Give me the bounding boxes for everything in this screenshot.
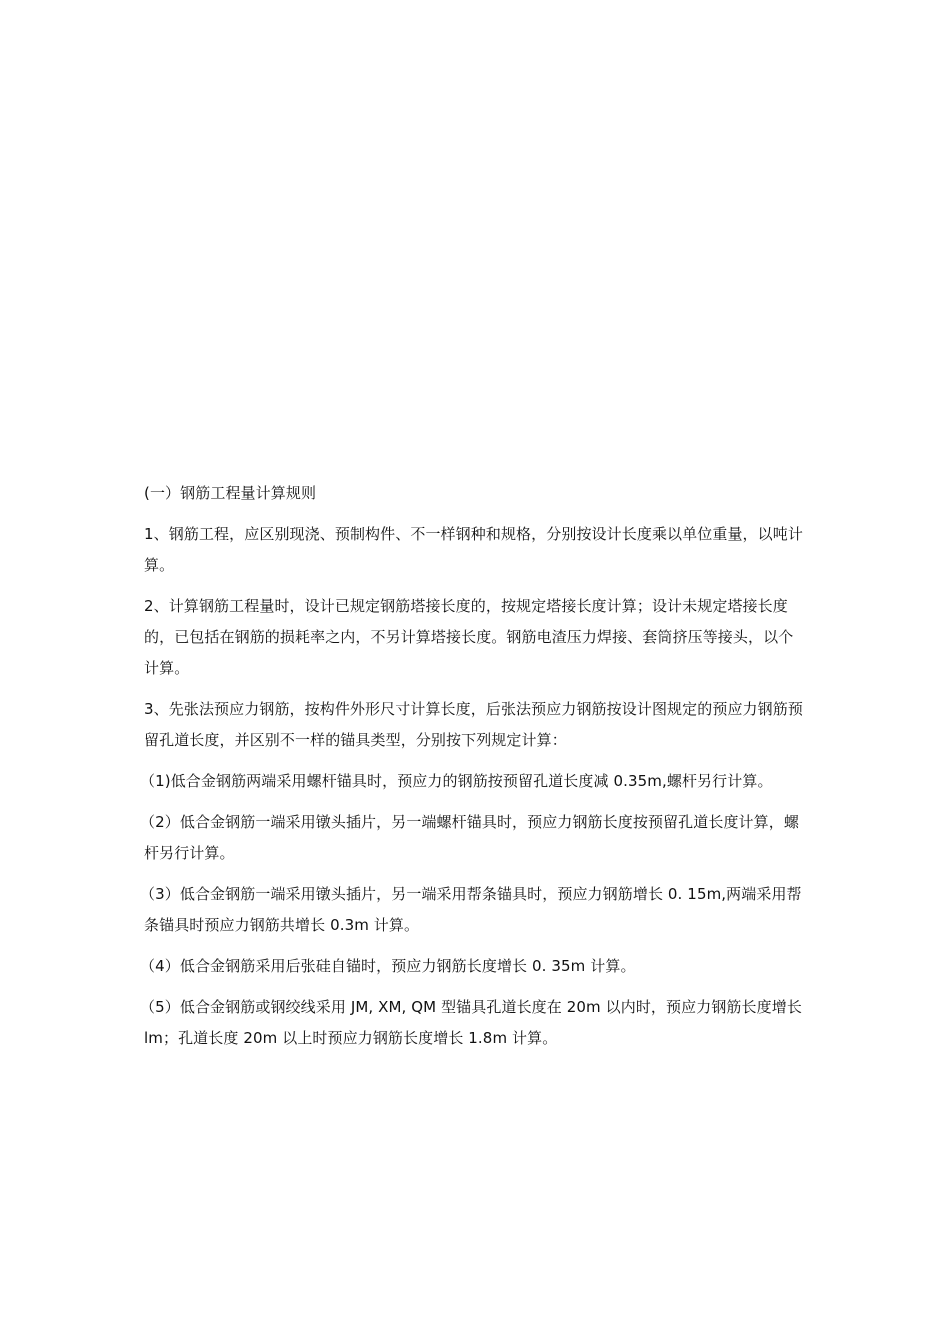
paragraph-rule-1: 1、钢筋工程，应区别现浇、预制构件、不一样钢种和规格，分别按设计长度乘以单位重量，以吨计算。 [144,525,803,574]
paragraph-rule-2: 2、计算钢筋工程量时，设计已规定钢筋塔接长度的，按规定塔接长度计算；设计未规定塔接长度的，已包括在钢筋的损耗率之内，不另计算塔接长度。钢筋电渣压力焊接、套筒挤压等接头，以个计算。 [144,597,794,677]
paragraph-subrule-2: （2）低合金钢筋一端采用镦头插片，另一端螺杆锚具时，预应力钢筋长度按预留孔道长度计算，螺杆另行计算。 [140,813,799,862]
paragraph-subrule-3: （3）低合金钢筋一端采用镦头插片，另一端采用帮条锚具时，预应力钢筋增长 0. 15m,两端采用帮条锚具时预应力钢筋共增长 0.3m 计算。 [140,885,802,934]
paragraph-subrule-1: （1)低合金钢筋两端采用螺杆锚具时，预应力的钢筋按预留孔道长度减 0.35m,螺杆另行计算。 [140,772,773,790]
section-heading: (一）钢筋工程量计算规则 [144,484,317,502]
paragraph-subrule-4: （4）低合金钢筋采用后张硅自锚时，预应力钢筋长度增长 0. 35m 计算。 [140,957,636,975]
paragraph-rule-3: 3、先张法预应力钢筋，按构件外形尺寸计算长度，后张法预应力钢筋按设计图规定的预应力钢筋预留孔道长度，并区别不一样的锚具类型，分别按下列规定计算： [144,700,803,749]
paragraph-subrule-5: （5）低合金钢筋或钢绞线采用 JM, XM, QM 型锚具孔道长度在 20m 以内时，预应力钢筋长度增长 lm；孔道长度 20m 以上时预应力钢筋长度增长 1.8m 计算。 [140,998,807,1047]
document-body [140,478,808,1064]
